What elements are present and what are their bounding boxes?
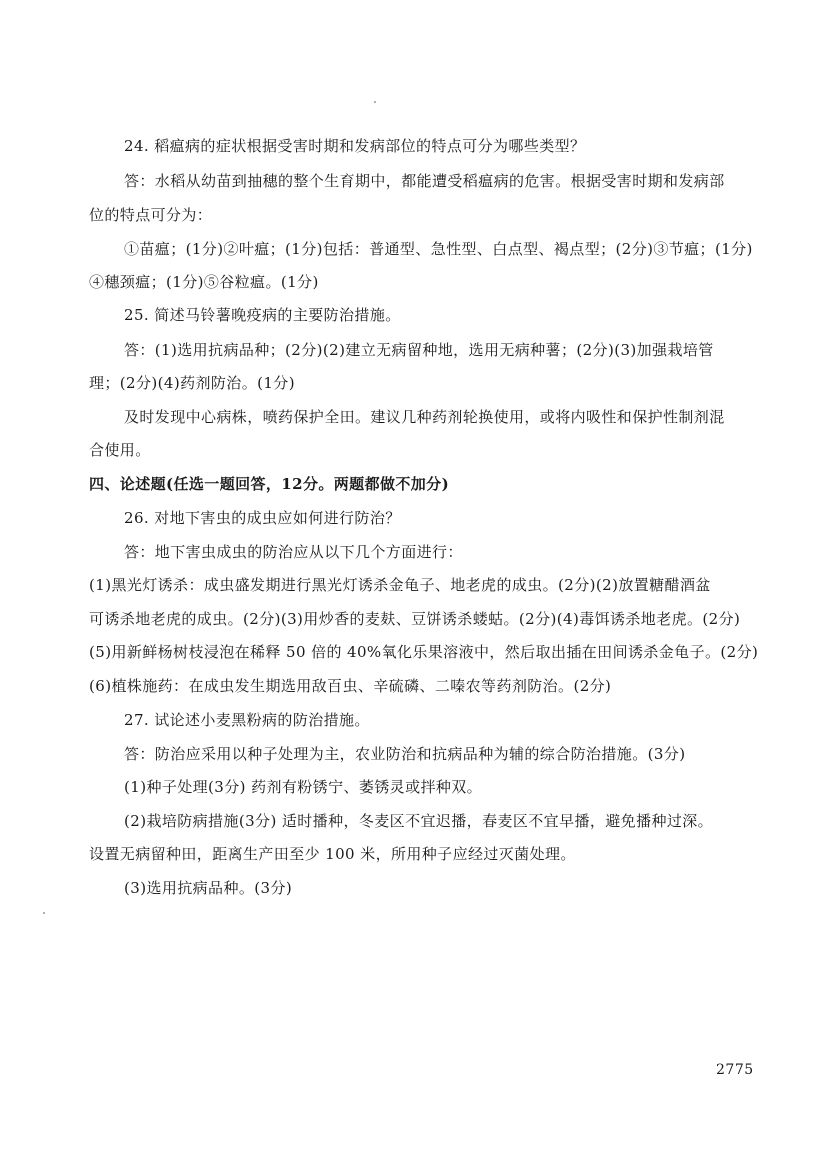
answer-26-line-3: 可诱杀地老虎的成虫。(2分)(3)用炒香的麦麸、豆饼诱杀蝼蛄。(2分)(4)毒饵诱杀地老虎。(2分) (89, 610, 741, 628)
answer-24-line-2: 位的特点可分为： (89, 206, 213, 224)
answer-27-line-3: (2)栽培防病措施(3分) 适时播种，冬麦区不宜迟播，春麦区不宜早播，避免播种过深。 (124, 812, 714, 830)
scan-speck (43, 912, 45, 914)
answer-26-line-5: (6)植株施药：在成虫发生期选用敌百虫、辛硫磷、二嗪农等药剂防治。(2分) (89, 677, 612, 695)
scan-speck (374, 101, 376, 103)
answer-25-line-1: 答：(1)选用抗病品种；(2分)(2)建立无病留种地，选用无病种薯；(2分)(3)加强栽培管 (124, 341, 714, 359)
answer-24-line-4: ④穗颈瘟；(1分)⑤谷粒瘟。(1分) (89, 273, 319, 291)
answer-27-line-2: (1)种子处理(3分) 药剂有粉锈宁、萎锈灵或拌种双。 (124, 778, 483, 796)
answer-25-line-2: 理；(2分)(4)药剂防治。(1分) (89, 374, 295, 392)
page-number: 2775 (716, 1062, 754, 1078)
answer-26-line-1: 答：地下害虫成虫的防治应从以下几个方面进行： (124, 543, 463, 561)
answer-27-line-4: 设置无病留种田，距离生产田至少 100 米，所用种子应经过灭菌处理。 (89, 845, 576, 863)
answer-25-line-4: 合使用。 (89, 441, 151, 459)
answer-24-line-1: 答：水稻从幼苗到抽穗的整个生育期中，都能遭受稻瘟病的危害。根据受害时期和发病部 (124, 172, 725, 190)
question-25: 25. 简述马铃薯晚疫病的主要防治措施。 (124, 306, 401, 324)
question-27: 27. 试论述小麦黑粉病的防治措施。 (124, 711, 370, 729)
answer-27-line-5: (3)选用抗病品种。(3分) (124, 879, 293, 897)
answer-26-line-2: (1)黑光灯诱杀：成虫盛发期进行黑光灯诱杀金龟子、地老虎的成虫。(2分)(2)放置糖醋酒盆 (89, 576, 711, 594)
answer-26-line-4: (5)用新鲜杨树枝浸泡在稀释 50 倍的 40%氧化乐果溶液中，然后取出插在田间诱杀金龟子。(2分) (89, 643, 759, 661)
section-4-heading: 四、论述题(任选一题回答，12分。两题都做不加分) (89, 475, 450, 493)
question-24: 24. 稻瘟病的症状根据受害时期和发病部位的特点可分为哪些类型？ (124, 137, 586, 155)
answer-25-line-3: 及时发现中心病株，喷药保护全田。建议几种药剂轮换使用，或将内吸性和保护性制剂混 (124, 408, 725, 426)
answer-27-line-1: 答：防治应采用以种子处理为主，农业防治和抗病品种为辅的综合防治措施。(3分) (124, 745, 686, 763)
question-26: 26. 对地下害虫的成虫应如何进行防治？ (124, 509, 401, 527)
answer-24-line-3: ①苗瘟；(1分)②叶瘟；(1分)包括：普通型、急性型、白点型、褐点型；(2分)③节瘟；(1分) (124, 240, 753, 258)
